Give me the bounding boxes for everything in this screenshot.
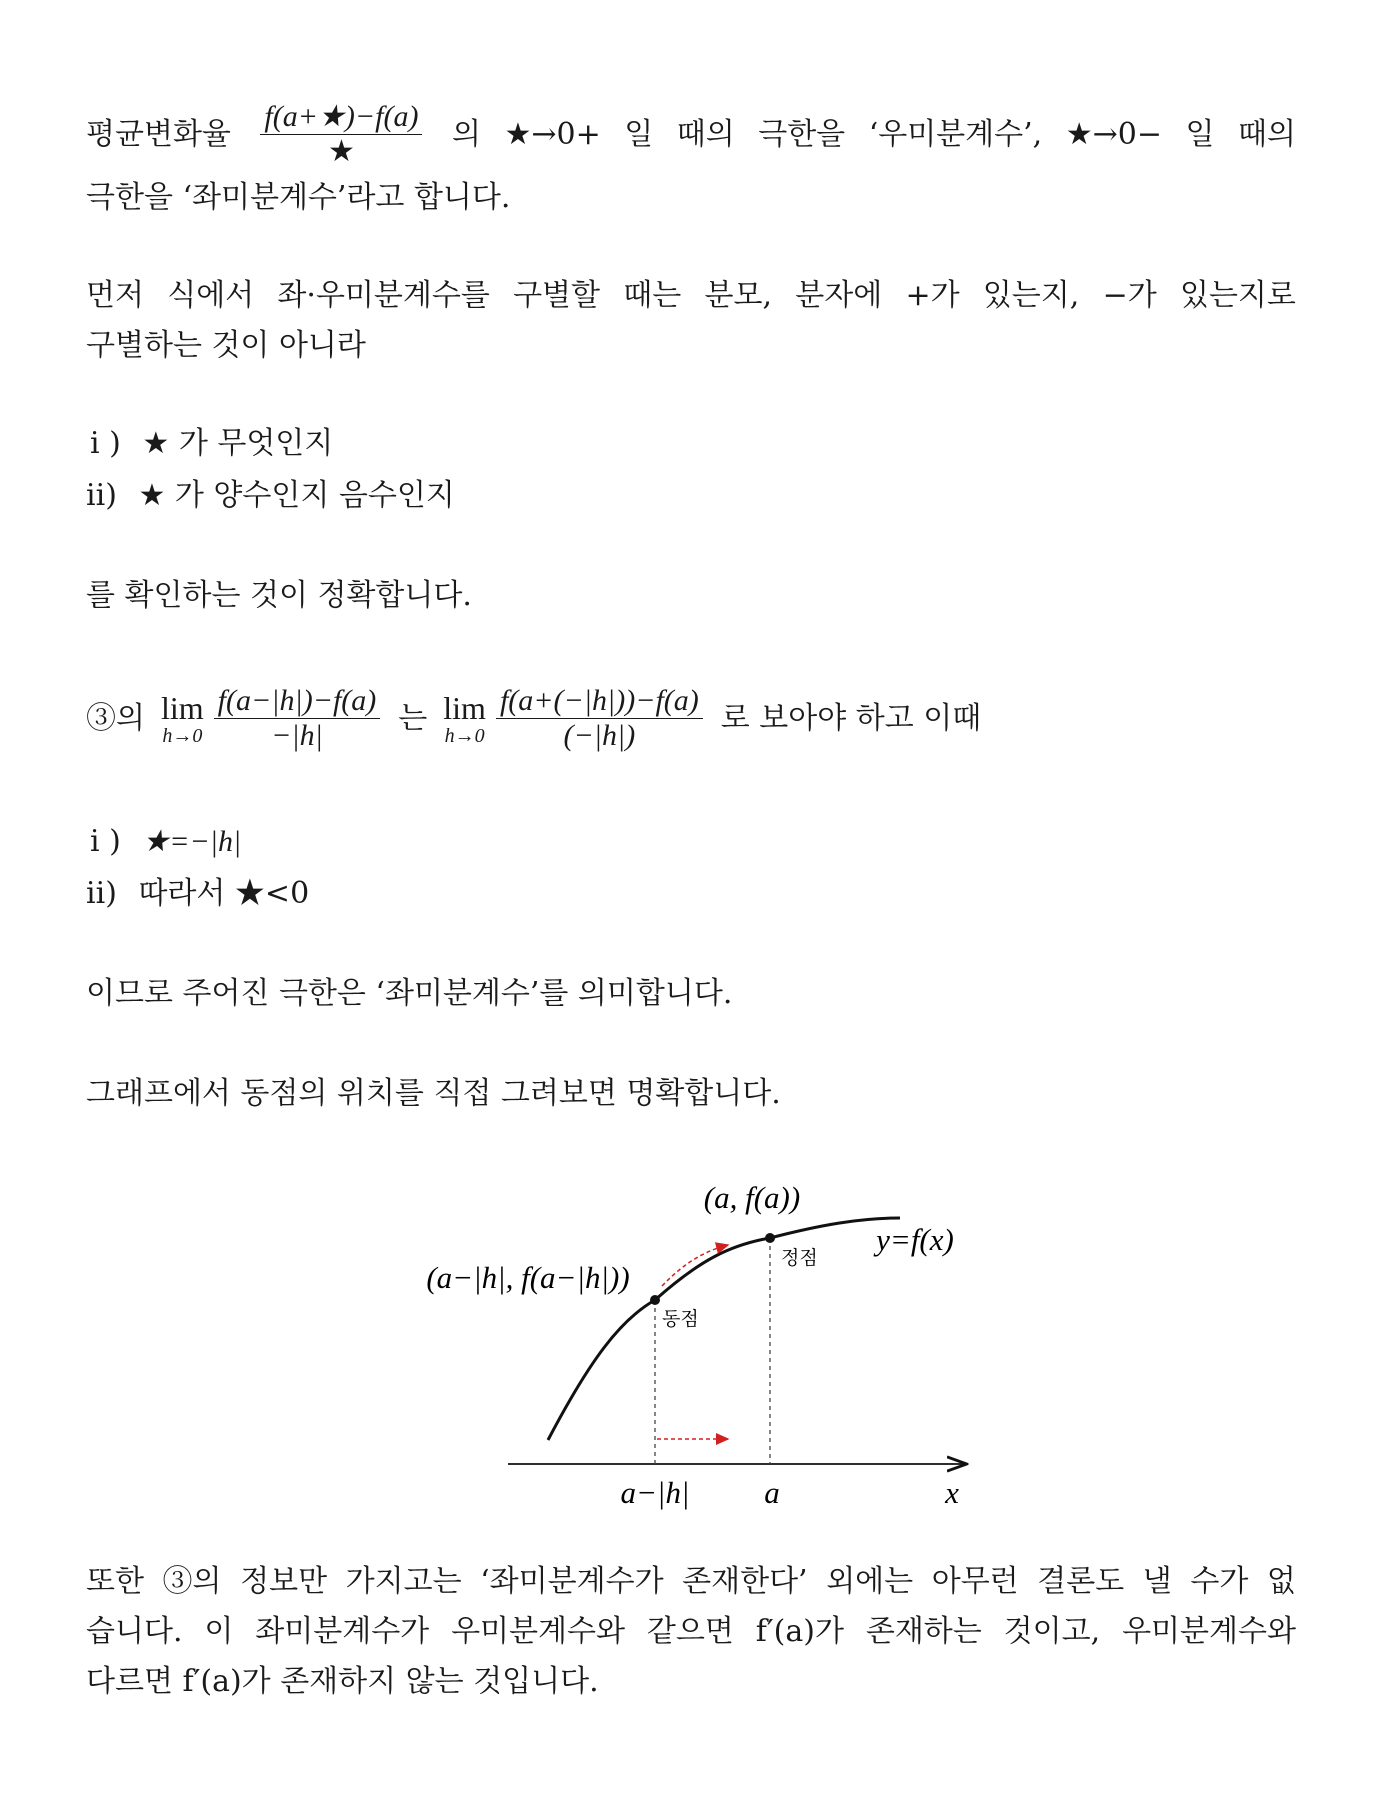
paragraph-3: 를 확인하는 것이 정확합니다. — [86, 578, 472, 613]
word: 아무런 — [931, 1564, 1019, 1599]
word: 때는 — [623, 278, 682, 313]
lim-word: lim — [443, 689, 486, 726]
list-number: ii) — [86, 876, 117, 911]
word: 존재하는 — [865, 1614, 982, 1649]
word: 있는지, — [982, 278, 1080, 313]
word: 평균변화율 — [86, 116, 231, 152]
word: 극한을 — [758, 116, 846, 152]
word: 좌미분계수가 — [255, 1614, 430, 1649]
moving-point-name: 동점 — [662, 1308, 699, 1330]
moving-point — [650, 1295, 660, 1305]
word: 수가 — [1190, 1564, 1249, 1599]
word: 먼저 — [86, 278, 144, 313]
lim-subscript: h→0 — [162, 724, 203, 747]
word: 외에는 — [826, 1564, 914, 1599]
word: 가지고는 — [345, 1564, 462, 1599]
word: 의 — [451, 116, 481, 152]
lim-word: lim — [160, 689, 204, 726]
list-text: ★=−|h| — [142, 825, 242, 858]
fraction-numerator: f(a−|h|)−f(a) — [217, 684, 377, 717]
word: +가 — [905, 278, 960, 313]
paragraph-5: 이므로 주어진 극한은 ‘좌미분계수’를 의미합니다. — [86, 976, 733, 1011]
word: 우미분계수와 — [1122, 1614, 1296, 1649]
word: ★→0+ — [504, 116, 601, 152]
paragraph-7-line-3: 다르면 f′(a)가 존재하지 않는 것입니다. — [86, 1664, 599, 1699]
word: f′(a)가 — [755, 1614, 844, 1649]
paragraph-7-line-2 — [86, 1612, 1296, 1652]
x-tick-fixed: a — [764, 1475, 780, 1510]
word: −가 — [1102, 278, 1157, 313]
word: ★→0− — [1065, 116, 1162, 152]
fraction-denominator: ★ — [260, 134, 422, 169]
word: 구별할 — [513, 278, 601, 313]
paragraph-7-line-1 — [86, 1562, 1296, 1602]
fraction-numerator: f(a+★)−f(a) — [264, 100, 419, 133]
list-text: ★ 가 무엇인지 — [142, 426, 334, 461]
word: ③의 — [86, 700, 145, 736]
word: 정보만 — [240, 1564, 328, 1599]
list-number: i ) — [90, 426, 121, 461]
function-curve — [548, 1218, 900, 1440]
fraction-numerator: f(a+(−|h|))−f(a) — [499, 684, 699, 717]
list-text: 따라서 ★<0 — [138, 876, 310, 911]
word: 없 — [1266, 1564, 1296, 1599]
fraction-denominator: (−|h|) — [496, 718, 703, 753]
fixed-point-name: 정점 — [781, 1247, 818, 1269]
moving-point-label: (a−|h|, f(a−|h|)) — [426, 1260, 630, 1295]
list-number: ii) — [86, 478, 117, 513]
word: 분모, — [704, 278, 772, 313]
fixed-point — [765, 1233, 775, 1243]
word: ③의 — [162, 1564, 222, 1599]
word: 같으면 — [646, 1614, 734, 1649]
lim-subscript: h→0 — [444, 724, 485, 747]
word: 또한 — [86, 1564, 144, 1599]
paragraph-2-line-2: 구별하는 것이 아니라 — [86, 328, 366, 363]
curve-motion-arrow — [662, 1245, 728, 1286]
x-tick-moving: a−|h| — [620, 1475, 690, 1510]
word: 는 — [398, 700, 428, 736]
word: 로 보아야 하고 이때 — [720, 700, 982, 736]
word: 일 — [624, 116, 654, 152]
paragraph-6: 그래프에서 동점의 위치를 직접 그려보면 명확합니다. — [86, 1076, 781, 1111]
word: 결론도 — [1037, 1564, 1125, 1599]
word: 때의 — [676, 116, 735, 152]
word: 이 — [204, 1614, 234, 1649]
word: 분자에 — [795, 278, 883, 313]
x-axis-label: x — [945, 1475, 959, 1510]
word: 일 — [1185, 116, 1215, 152]
curve-label: y=f(x) — [876, 1222, 954, 1257]
word: ‘우미분계수’, — [868, 116, 1043, 152]
word: ‘좌미분계수가 — [480, 1564, 664, 1599]
word: 우미분계수와 — [451, 1614, 625, 1649]
word: 식에서 — [167, 278, 255, 313]
fixed-point-label: (a, f(a)) — [703, 1180, 801, 1215]
word: 습니다. — [86, 1614, 183, 1649]
word: 때의 — [1238, 116, 1296, 152]
word: 것이고, — [1003, 1614, 1101, 1649]
list-text: ★ 가 양수인지 음수인지 — [138, 478, 455, 513]
fraction-denominator: −|h| — [214, 718, 381, 753]
list-number: i ) — [90, 824, 121, 859]
word: 있는지로 — [1179, 278, 1296, 313]
word: 존재한다’ — [682, 1564, 808, 1599]
paragraph-1-line-2: 극한을 ‘좌미분계수’라고 합니다. — [86, 180, 511, 215]
word: 좌·우미분계수를 — [277, 278, 490, 313]
word: 낼 — [1142, 1564, 1172, 1599]
